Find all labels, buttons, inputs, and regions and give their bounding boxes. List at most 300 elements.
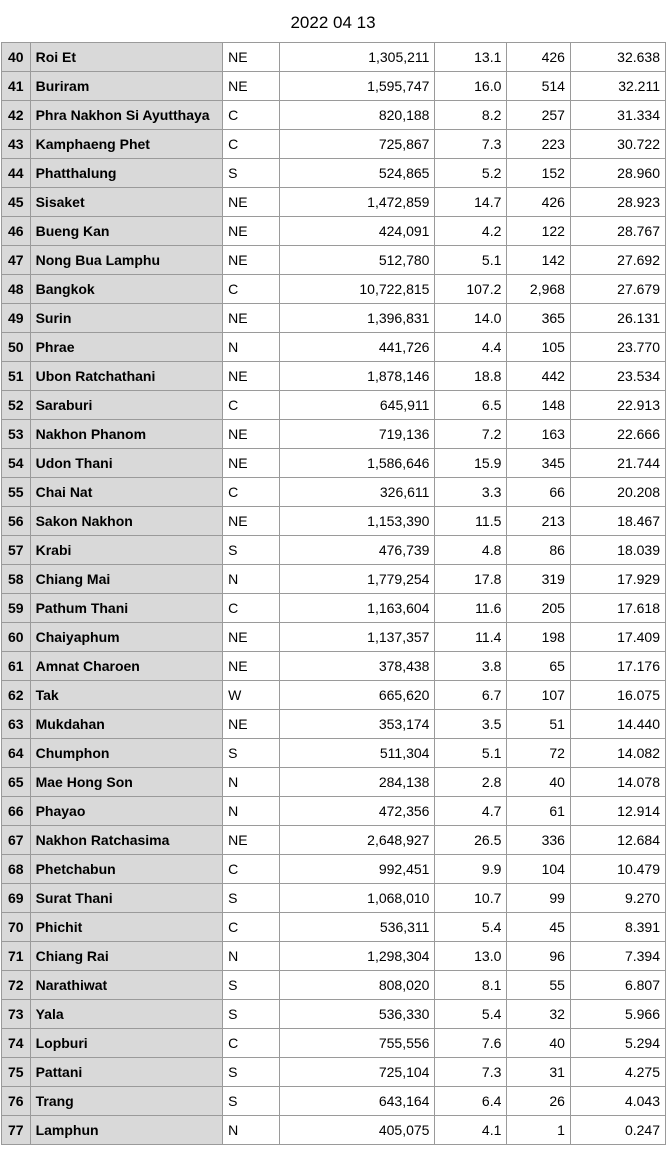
population-cell: 725,867 [279,130,434,159]
province-name-cell: Phra Nakhon Si Ayutthaya [30,101,223,130]
rank-cell: 68 [2,855,31,884]
province-name-cell: Saraburi [30,391,223,420]
region-cell: NE [223,246,280,275]
province-name-cell: Phatthalung [30,159,223,188]
table-row [2,913,666,942]
count-cell: 2,968 [507,275,571,304]
table-row [2,826,666,855]
rank-cell: 77 [2,1116,31,1145]
population-cell: 1,586,646 [279,449,434,478]
table-row [2,188,666,217]
rate-cell: 16.075 [570,681,665,710]
table-row [2,304,666,333]
table-row [2,942,666,971]
population-cell: 719,136 [279,420,434,449]
table-row [2,971,666,1000]
rank-cell: 69 [2,884,31,913]
population-cell: 536,330 [279,1000,434,1029]
province-name-cell: Pathum Thani [30,594,223,623]
share-cell: 2.8 [435,768,507,797]
count-cell: 105 [507,333,571,362]
rank-cell: 59 [2,594,31,623]
share-cell: 5.1 [435,739,507,768]
region-cell: S [223,1000,280,1029]
population-cell: 424,091 [279,217,434,246]
count-cell: 223 [507,130,571,159]
table-row [2,1058,666,1087]
rate-cell: 10.479 [570,855,665,884]
rank-cell: 44 [2,159,31,188]
province-name-cell: Nakhon Phanom [30,420,223,449]
count-cell: 365 [507,304,571,333]
share-cell: 7.3 [435,1058,507,1087]
rate-cell: 14.082 [570,739,665,768]
population-cell: 1,472,859 [279,188,434,217]
population-cell: 1,298,304 [279,942,434,971]
rate-cell: 27.692 [570,246,665,275]
population-cell: 405,075 [279,1116,434,1145]
rank-cell: 63 [2,710,31,739]
province-name-cell: Tak [30,681,223,710]
share-cell: 14.7 [435,188,507,217]
rank-cell: 43 [2,130,31,159]
region-cell: NE [223,43,280,72]
region-cell: NE [223,826,280,855]
province-name-cell: Roi Et [30,43,223,72]
share-cell: 5.1 [435,246,507,275]
population-cell: 284,138 [279,768,434,797]
province-name-cell: Amnat Charoen [30,652,223,681]
rank-cell: 50 [2,333,31,362]
table-row [2,1087,666,1116]
table-row [2,681,666,710]
rate-cell: 9.270 [570,884,665,913]
province-name-cell: Phrae [30,333,223,362]
count-cell: 442 [507,362,571,391]
count-cell: 99 [507,884,571,913]
rate-cell: 18.039 [570,536,665,565]
table-row [2,333,666,362]
table-row [2,130,666,159]
population-cell: 2,648,927 [279,826,434,855]
table-row [2,246,666,275]
population-cell: 1,396,831 [279,304,434,333]
count-cell: 104 [507,855,571,884]
table-row [2,449,666,478]
count-cell: 213 [507,507,571,536]
table-row [2,1116,666,1145]
table-row [2,362,666,391]
rate-cell: 17.618 [570,594,665,623]
table-row [2,536,666,565]
rate-cell: 28.923 [570,188,665,217]
rank-cell: 41 [2,72,31,101]
rank-cell: 45 [2,188,31,217]
region-cell: C [223,1029,280,1058]
table-row [2,391,666,420]
table-row [2,884,666,913]
share-cell: 11.4 [435,623,507,652]
rate-cell: 18.467 [570,507,665,536]
region-cell: C [223,391,280,420]
rank-cell: 49 [2,304,31,333]
region-cell: NE [223,420,280,449]
rate-cell: 0.247 [570,1116,665,1145]
table-row [2,507,666,536]
count-cell: 61 [507,797,571,826]
rank-cell: 55 [2,478,31,507]
province-name-cell: Phayao [30,797,223,826]
share-cell: 6.4 [435,1087,507,1116]
rank-cell: 66 [2,797,31,826]
count-cell: 40 [507,1029,571,1058]
population-cell: 1,137,357 [279,623,434,652]
table-row [2,855,666,884]
rate-cell: 32.638 [570,43,665,72]
province-name-cell: Udon Thani [30,449,223,478]
rank-cell: 74 [2,1029,31,1058]
rate-cell: 27.679 [570,275,665,304]
table-row [2,43,666,72]
province-name-cell: Bangkok [30,275,223,304]
table-row [2,565,666,594]
share-cell: 11.6 [435,594,507,623]
rate-cell: 12.684 [570,826,665,855]
rate-cell: 28.960 [570,159,665,188]
count-cell: 122 [507,217,571,246]
population-cell: 441,726 [279,333,434,362]
region-cell: C [223,275,280,304]
share-cell: 7.2 [435,420,507,449]
count-cell: 32 [507,1000,571,1029]
province-name-cell: Lamphun [30,1116,223,1145]
share-cell: 3.3 [435,478,507,507]
region-cell: C [223,101,280,130]
region-cell: NE [223,362,280,391]
table-row [2,768,666,797]
region-cell: S [223,884,280,913]
table-row [2,275,666,304]
rate-cell: 23.534 [570,362,665,391]
rate-cell: 30.722 [570,130,665,159]
rate-cell: 5.294 [570,1029,665,1058]
rate-cell: 14.440 [570,710,665,739]
count-cell: 26 [507,1087,571,1116]
rate-cell: 32.211 [570,72,665,101]
count-cell: 86 [507,536,571,565]
province-table [1,42,666,1145]
share-cell: 6.5 [435,391,507,420]
region-cell: N [223,1116,280,1145]
share-cell: 17.8 [435,565,507,594]
share-cell: 11.5 [435,507,507,536]
share-cell: 4.7 [435,797,507,826]
rate-cell: 23.770 [570,333,665,362]
population-cell: 10,722,815 [279,275,434,304]
population-cell: 755,556 [279,1029,434,1058]
rank-cell: 51 [2,362,31,391]
population-cell: 665,620 [279,681,434,710]
share-cell: 3.5 [435,710,507,739]
count-cell: 205 [507,594,571,623]
share-cell: 14.0 [435,304,507,333]
rate-cell: 4.275 [570,1058,665,1087]
region-cell: NE [223,188,280,217]
count-cell: 319 [507,565,571,594]
population-cell: 476,739 [279,536,434,565]
table-row [2,1029,666,1058]
region-cell: C [223,913,280,942]
rank-cell: 65 [2,768,31,797]
province-name-cell: Chumphon [30,739,223,768]
share-cell: 15.9 [435,449,507,478]
rank-cell: 56 [2,507,31,536]
rate-cell: 22.666 [570,420,665,449]
region-cell: N [223,942,280,971]
province-name-cell: Nong Bua Lamphu [30,246,223,275]
table-row [2,101,666,130]
table-row [2,623,666,652]
province-name-cell: Phichit [30,913,223,942]
count-cell: 31 [507,1058,571,1087]
rate-cell: 21.744 [570,449,665,478]
share-cell: 5.4 [435,1000,507,1029]
region-cell: S [223,1087,280,1116]
province-name-cell: Nakhon Ratchasima [30,826,223,855]
population-cell: 1,779,254 [279,565,434,594]
region-cell: C [223,130,280,159]
population-cell: 643,164 [279,1087,434,1116]
share-cell: 8.1 [435,971,507,1000]
share-cell: 13.0 [435,942,507,971]
count-cell: 152 [507,159,571,188]
population-cell: 536,311 [279,913,434,942]
province-name-cell: Phetchabun [30,855,223,884]
rank-cell: 48 [2,275,31,304]
rate-cell: 14.078 [570,768,665,797]
rank-cell: 61 [2,652,31,681]
province-name-cell: Narathiwat [30,971,223,1000]
rate-cell: 4.043 [570,1087,665,1116]
rank-cell: 57 [2,536,31,565]
rank-cell: 58 [2,565,31,594]
province-name-cell: Mukdahan [30,710,223,739]
province-name-cell: Surin [30,304,223,333]
population-cell: 1,163,604 [279,594,434,623]
province-name-cell: Yala [30,1000,223,1029]
population-cell: 645,911 [279,391,434,420]
rank-cell: 76 [2,1087,31,1116]
count-cell: 345 [507,449,571,478]
region-cell: C [223,478,280,507]
region-cell: NE [223,710,280,739]
table-row [2,594,666,623]
count-cell: 55 [507,971,571,1000]
region-cell: NE [223,652,280,681]
count-cell: 1 [507,1116,571,1145]
rank-cell: 53 [2,420,31,449]
region-cell: N [223,797,280,826]
rank-cell: 54 [2,449,31,478]
region-cell: NE [223,217,280,246]
table-row [2,72,666,101]
province-name-cell: Chiang Rai [30,942,223,971]
count-cell: 163 [507,420,571,449]
region-cell: S [223,159,280,188]
table-row [2,797,666,826]
province-name-cell: Bueng Kan [30,217,223,246]
province-name-cell: Sakon Nakhon [30,507,223,536]
rank-cell: 46 [2,217,31,246]
count-cell: 148 [507,391,571,420]
rank-cell: 47 [2,246,31,275]
share-cell: 4.4 [435,333,507,362]
count-cell: 45 [507,913,571,942]
share-cell: 13.1 [435,43,507,72]
population-cell: 353,174 [279,710,434,739]
rate-cell: 26.131 [570,304,665,333]
rank-cell: 70 [2,913,31,942]
province-name-cell: Chaiyaphum [30,623,223,652]
region-cell: S [223,739,280,768]
rank-cell: 52 [2,391,31,420]
population-cell: 1,305,211 [279,43,434,72]
region-cell: NE [223,449,280,478]
table-row [2,217,666,246]
table-row [2,1000,666,1029]
count-cell: 107 [507,681,571,710]
count-cell: 142 [507,246,571,275]
population-cell: 1,153,390 [279,507,434,536]
table-row [2,652,666,681]
count-cell: 426 [507,43,571,72]
rate-cell: 20.208 [570,478,665,507]
population-cell: 1,068,010 [279,884,434,913]
page-title: 2022 04 13 [290,13,376,32]
share-cell: 18.8 [435,362,507,391]
rate-cell: 28.767 [570,217,665,246]
population-cell: 1,595,747 [279,72,434,101]
share-cell: 10.7 [435,884,507,913]
share-cell: 9.9 [435,855,507,884]
rank-cell: 73 [2,1000,31,1029]
share-cell: 26.5 [435,826,507,855]
rate-cell: 6.807 [570,971,665,1000]
region-cell: N [223,333,280,362]
region-cell: NE [223,507,280,536]
population-cell: 512,780 [279,246,434,275]
population-cell: 511,304 [279,739,434,768]
rank-cell: 60 [2,623,31,652]
population-cell: 472,356 [279,797,434,826]
share-cell: 3.8 [435,652,507,681]
count-cell: 257 [507,101,571,130]
share-cell: 5.4 [435,913,507,942]
population-cell: 524,865 [279,159,434,188]
region-cell: N [223,768,280,797]
region-cell: S [223,536,280,565]
rank-cell: 75 [2,1058,31,1087]
population-cell: 992,451 [279,855,434,884]
province-name-cell: Chai Nat [30,478,223,507]
population-cell: 820,188 [279,101,434,130]
share-cell: 4.2 [435,217,507,246]
share-cell: 4.8 [435,536,507,565]
rate-cell: 8.391 [570,913,665,942]
rank-cell: 71 [2,942,31,971]
province-name-cell: Kamphaeng Phet [30,130,223,159]
province-name-cell: Trang [30,1087,223,1116]
province-name-cell: Ubon Ratchathani [30,362,223,391]
share-cell: 8.2 [435,101,507,130]
count-cell: 96 [507,942,571,971]
region-cell: S [223,971,280,1000]
share-cell: 7.3 [435,130,507,159]
region-cell: S [223,1058,280,1087]
rank-cell: 72 [2,971,31,1000]
region-cell: W [223,681,280,710]
rate-cell: 5.966 [570,1000,665,1029]
population-cell: 808,020 [279,971,434,1000]
share-cell: 4.1 [435,1116,507,1145]
region-cell: NE [223,72,280,101]
province-name-cell: Krabi [30,536,223,565]
count-cell: 65 [507,652,571,681]
count-cell: 40 [507,768,571,797]
rate-cell: 31.334 [570,101,665,130]
rank-cell: 40 [2,43,31,72]
rate-cell: 7.394 [570,942,665,971]
share-cell: 5.2 [435,159,507,188]
table-body [2,43,666,1145]
share-cell: 6.7 [435,681,507,710]
rate-cell: 22.913 [570,391,665,420]
table-row [2,478,666,507]
rank-cell: 64 [2,739,31,768]
share-cell: 16.0 [435,72,507,101]
population-cell: 1,878,146 [279,362,434,391]
rate-cell: 17.929 [570,565,665,594]
province-name-cell: Buriram [30,72,223,101]
population-cell: 725,104 [279,1058,434,1087]
population-cell: 378,438 [279,652,434,681]
province-name-cell: Pattani [30,1058,223,1087]
table-row [2,739,666,768]
table-row [2,159,666,188]
rate-cell: 17.176 [570,652,665,681]
count-cell: 72 [507,739,571,768]
rank-cell: 67 [2,826,31,855]
province-name-cell: Sisaket [30,188,223,217]
province-name-cell: Mae Hong Son [30,768,223,797]
share-cell: 7.6 [435,1029,507,1058]
count-cell: 426 [507,188,571,217]
rate-cell: 12.914 [570,797,665,826]
region-cell: N [223,565,280,594]
rank-cell: 62 [2,681,31,710]
count-cell: 51 [507,710,571,739]
province-name-cell: Lopburi [30,1029,223,1058]
table-row [2,420,666,449]
count-cell: 336 [507,826,571,855]
rate-cell: 17.409 [570,623,665,652]
count-cell: 198 [507,623,571,652]
table-row [2,710,666,739]
region-cell: C [223,594,280,623]
population-cell: 326,611 [279,478,434,507]
share-cell: 107.2 [435,275,507,304]
region-cell: C [223,855,280,884]
